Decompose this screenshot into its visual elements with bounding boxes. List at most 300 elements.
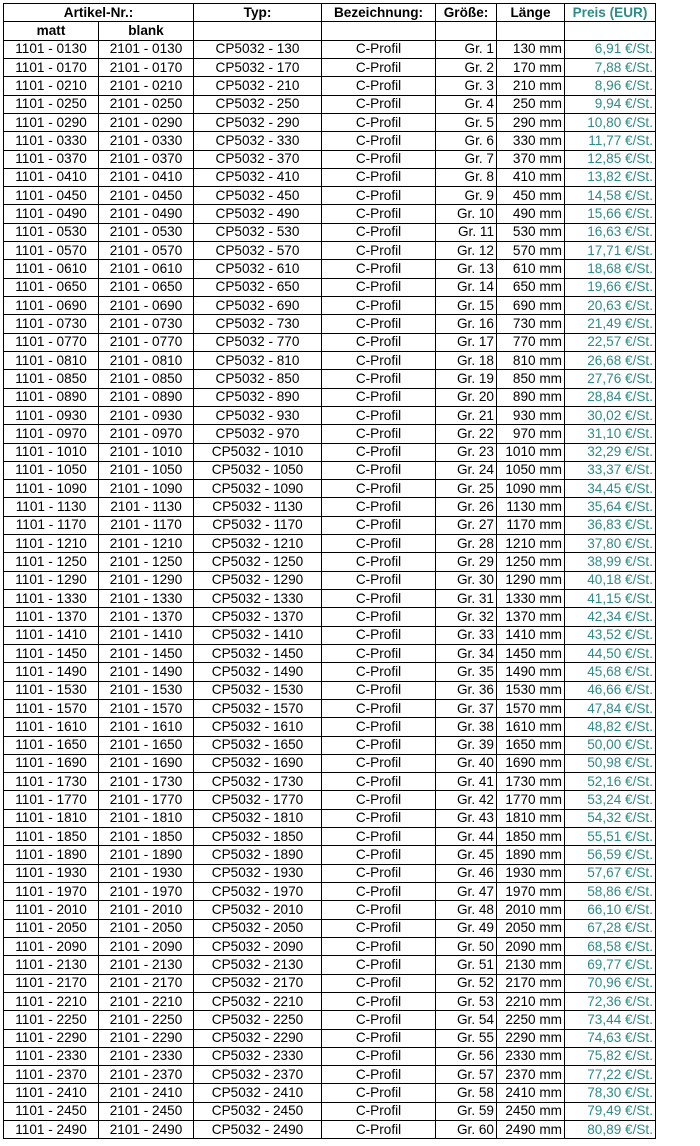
groesse-cell: Gr. 20 [436,388,497,406]
preis-cell: 52,16 €/St. [565,773,656,791]
table-row [4,571,656,589]
bezeichnung-cell: C-Profil [322,1084,436,1102]
header-groesse: Größe: [436,4,497,22]
table-row [4,901,656,919]
laenge-cell: 2490 mm [497,1121,565,1139]
typ-cell: CP5032 - 930 [194,406,322,424]
laenge-cell: 810 mm [497,351,565,369]
bezeichnung-cell: C-Profil [322,406,436,424]
preis-cell: 50,00 €/St. [565,736,656,754]
preis-cell: 31,10 €/St. [565,425,656,443]
bezeichnung-cell: C-Profil [322,425,436,443]
artikel-nr-matt-cell: 1101 - 1570 [4,699,99,717]
laenge-cell: 1970 mm [497,883,565,901]
table-row [4,754,656,772]
table-row [4,406,656,424]
artikel-nr-blank-cell: 2101 - 1050 [99,461,194,479]
header-empty-groesse [436,22,497,40]
typ-cell: CP5032 - 1490 [194,663,322,681]
bezeichnung-cell: C-Profil [322,846,436,864]
artikel-nr-matt-cell: 1101 - 1050 [4,461,99,479]
laenge-cell: 490 mm [497,205,565,223]
artikel-nr-blank-cell: 2101 - 2130 [99,956,194,974]
table-row [4,351,656,369]
bezeichnung-cell: C-Profil [322,553,436,571]
table-row [4,644,656,662]
groesse-cell: Gr. 8 [436,168,497,186]
artikel-nr-blank-cell: 2101 - 0690 [99,297,194,315]
laenge-cell: 1290 mm [497,571,565,589]
artikel-nr-blank-cell: 2101 - 0370 [99,150,194,168]
groesse-cell: Gr. 9 [436,187,497,205]
artikel-nr-blank-cell: 2101 - 2450 [99,1102,194,1120]
laenge-cell: 530 mm [497,223,565,241]
typ-cell: CP5032 - 1850 [194,828,322,846]
artikel-nr-blank-cell: 2101 - 1250 [99,553,194,571]
table-row [4,297,656,315]
artikel-nr-matt-cell: 1101 - 0810 [4,351,99,369]
artikel-nr-matt-cell: 1101 - 1450 [4,644,99,662]
preis-cell: 69,77 €/St. [565,956,656,974]
preis-cell: 13,82 €/St. [565,168,656,186]
bezeichnung-cell: C-Profil [322,58,436,76]
laenge-cell: 370 mm [497,150,565,168]
preis-cell: 36,83 €/St. [565,516,656,534]
groesse-cell: Gr. 16 [436,315,497,333]
bezeichnung-cell: C-Profil [322,1121,436,1139]
laenge-cell: 1690 mm [497,754,565,772]
laenge-cell: 2010 mm [497,901,565,919]
preis-cell: 28,84 €/St. [565,388,656,406]
preis-cell: 80,89 €/St. [565,1121,656,1139]
preis-cell: 35,64 €/St. [565,498,656,516]
preis-cell: 33,37 €/St. [565,461,656,479]
artikel-nr-matt-cell: 1101 - 1490 [4,663,99,681]
preis-cell: 53,24 €/St. [565,791,656,809]
groesse-cell: Gr. 26 [436,498,497,516]
artikel-nr-matt-cell: 1101 - 1330 [4,590,99,608]
bezeichnung-cell: C-Profil [322,1102,436,1120]
groesse-cell: Gr. 4 [436,95,497,113]
preis-cell: 37,80 €/St. [565,535,656,553]
bezeichnung-cell: C-Profil [322,590,436,608]
groesse-cell: Gr. 21 [436,406,497,424]
preis-cell: 44,50 €/St. [565,644,656,662]
artikel-nr-matt-cell: 1101 - 0330 [4,132,99,150]
table-row [4,864,656,882]
groesse-cell: Gr. 59 [436,1102,497,1120]
artikel-nr-blank-cell: 2101 - 0770 [99,333,194,351]
groesse-cell: Gr. 22 [436,425,497,443]
typ-cell: CP5032 - 250 [194,95,322,113]
artikel-nr-matt-cell: 1101 - 1130 [4,498,99,516]
artikel-nr-matt-cell: 1101 - 1370 [4,608,99,626]
table-row [4,516,656,534]
table-row [4,773,656,791]
preis-cell: 41,15 €/St. [565,590,656,608]
table-row [4,681,656,699]
bezeichnung-cell: C-Profil [322,809,436,827]
artikel-nr-blank-cell: 2101 - 2090 [99,937,194,955]
groesse-cell: Gr. 41 [436,773,497,791]
bezeichnung-cell: C-Profil [322,242,436,260]
artikel-nr-matt-cell: 1101 - 0570 [4,242,99,260]
artikel-nr-matt-cell: 1101 - 2250 [4,1011,99,1029]
typ-cell: CP5032 - 1370 [194,608,322,626]
typ-cell: CP5032 - 1210 [194,535,322,553]
typ-cell: CP5032 - 1410 [194,626,322,644]
laenge-cell: 1810 mm [497,809,565,827]
table-row [4,553,656,571]
typ-cell: CP5032 - 730 [194,315,322,333]
artikel-nr-blank-cell: 2101 - 0290 [99,113,194,131]
artikel-nr-blank-cell: 2101 - 2370 [99,1066,194,1084]
groesse-cell: Gr. 31 [436,590,497,608]
groesse-cell: Gr. 42 [436,791,497,809]
artikel-nr-blank-cell: 2101 - 2170 [99,974,194,992]
artikel-nr-blank-cell: 2101 - 0490 [99,205,194,223]
groesse-cell: Gr. 53 [436,992,497,1010]
bezeichnung-cell: C-Profil [322,681,436,699]
price-table [3,3,656,1139]
bezeichnung-cell: C-Profil [322,297,436,315]
bezeichnung-cell: C-Profil [322,351,436,369]
typ-cell: CP5032 - 1650 [194,736,322,754]
laenge-cell: 1850 mm [497,828,565,846]
laenge-cell: 330 mm [497,132,565,150]
table-row [4,956,656,974]
typ-cell: CP5032 - 2370 [194,1066,322,1084]
artikel-nr-blank-cell: 2101 - 1730 [99,773,194,791]
groesse-cell: Gr. 37 [436,699,497,717]
header-bezeichnung: Bezeichnung: [322,4,436,22]
laenge-cell: 2330 mm [497,1047,565,1065]
groesse-cell: Gr. 60 [436,1121,497,1139]
groesse-cell: Gr. 54 [436,1011,497,1029]
laenge-cell: 2410 mm [497,1084,565,1102]
preis-cell: 67,28 €/St. [565,919,656,937]
bezeichnung-cell: C-Profil [322,187,436,205]
table-row [4,315,656,333]
artikel-nr-blank-cell: 2101 - 0450 [99,187,194,205]
header-empty-bezeichnung [322,22,436,40]
artikel-nr-matt-cell: 1101 - 0610 [4,260,99,278]
laenge-cell: 1130 mm [497,498,565,516]
preis-cell: 75,82 €/St. [565,1047,656,1065]
bezeichnung-cell: C-Profil [322,480,436,498]
groesse-cell: Gr. 11 [436,223,497,241]
table-row [4,1047,656,1065]
preis-cell: 20,63 €/St. [565,297,656,315]
laenge-cell: 650 mm [497,278,565,296]
typ-cell: CP5032 - 2490 [194,1121,322,1139]
preis-cell: 45,68 €/St. [565,663,656,681]
artikel-nr-matt-cell: 1101 - 1650 [4,736,99,754]
preis-cell: 77,22 €/St. [565,1066,656,1084]
artikel-nr-blank-cell: 2101 - 0530 [99,223,194,241]
artikel-nr-matt-cell: 1101 - 2090 [4,937,99,955]
artikel-nr-matt-cell: 1101 - 1930 [4,864,99,882]
table-row [4,1121,656,1139]
artikel-nr-blank-cell: 2101 - 1810 [99,809,194,827]
artikel-nr-blank-cell: 2101 - 1170 [99,516,194,534]
artikel-nr-blank-cell: 2101 - 1530 [99,681,194,699]
table-row [4,223,656,241]
artikel-nr-blank-cell: 2101 - 0610 [99,260,194,278]
bezeichnung-cell: C-Profil [322,205,436,223]
artikel-nr-blank-cell: 2101 - 0890 [99,388,194,406]
groesse-cell: Gr. 39 [436,736,497,754]
laenge-cell: 1650 mm [497,736,565,754]
artikel-nr-matt-cell: 1101 - 1530 [4,681,99,699]
preis-cell: 40,18 €/St. [565,571,656,589]
table-row [4,809,656,827]
typ-cell: CP5032 - 1530 [194,681,322,699]
typ-cell: CP5032 - 2210 [194,992,322,1010]
groesse-cell: Gr. 40 [436,754,497,772]
bezeichnung-cell: C-Profil [322,663,436,681]
laenge-cell: 690 mm [497,297,565,315]
groesse-cell: Gr. 43 [436,809,497,827]
artikel-nr-matt-cell: 1101 - 2450 [4,1102,99,1120]
table-row [4,992,656,1010]
groesse-cell: Gr. 19 [436,370,497,388]
typ-cell: CP5032 - 210 [194,77,322,95]
bezeichnung-cell: C-Profil [322,571,436,589]
artikel-nr-matt-cell: 1101 - 1730 [4,773,99,791]
artikel-nr-matt-cell: 1101 - 0410 [4,168,99,186]
table-row [4,498,656,516]
typ-cell: CP5032 - 170 [194,58,322,76]
groesse-cell: Gr. 32 [436,608,497,626]
table-row [4,1066,656,1084]
bezeichnung-cell: C-Profil [322,260,436,278]
typ-cell: CP5032 - 450 [194,187,322,205]
groesse-cell: Gr. 48 [436,901,497,919]
laenge-cell: 1370 mm [497,608,565,626]
preis-cell: 73,44 €/St. [565,1011,656,1029]
laenge-cell: 1570 mm [497,699,565,717]
groesse-cell: Gr. 15 [436,297,497,315]
table-row [4,974,656,992]
typ-cell: CP5032 - 1130 [194,498,322,516]
artikel-nr-matt-cell: 1101 - 2130 [4,956,99,974]
artikel-nr-matt-cell: 1101 - 1610 [4,718,99,736]
preis-cell: 46,66 €/St. [565,681,656,699]
artikel-nr-matt-cell: 1101 - 1810 [4,809,99,827]
artikel-nr-matt-cell: 1101 - 0850 [4,370,99,388]
laenge-cell: 2210 mm [497,992,565,1010]
preis-cell: 21,49 €/St. [565,315,656,333]
laenge-cell: 1730 mm [497,773,565,791]
artikel-nr-matt-cell: 1101 - 1090 [4,480,99,498]
artikel-nr-blank-cell: 2101 - 2410 [99,1084,194,1102]
preis-cell: 57,67 €/St. [565,864,656,882]
bezeichnung-cell: C-Profil [322,132,436,150]
bezeichnung-cell: C-Profil [322,828,436,846]
bezeichnung-cell: C-Profil [322,223,436,241]
bezeichnung-cell: C-Profil [322,498,436,516]
typ-cell: CP5032 - 1010 [194,443,322,461]
artikel-nr-matt-cell: 1101 - 1850 [4,828,99,846]
artikel-nr-blank-cell: 2101 - 2290 [99,1029,194,1047]
typ-cell: CP5032 - 1730 [194,773,322,791]
typ-cell: CP5032 - 1810 [194,809,322,827]
artikel-nr-blank-cell: 2101 - 1570 [99,699,194,717]
table-row [4,425,656,443]
typ-cell: CP5032 - 330 [194,132,322,150]
bezeichnung-cell: C-Profil [322,1047,436,1065]
table-row [4,150,656,168]
preis-cell: 78,30 €/St. [565,1084,656,1102]
laenge-cell: 2090 mm [497,937,565,955]
bezeichnung-cell: C-Profil [322,992,436,1010]
artikel-nr-matt-cell: 1101 - 0210 [4,77,99,95]
artikel-nr-blank-cell: 2101 - 1450 [99,644,194,662]
typ-cell: CP5032 - 1930 [194,864,322,882]
preis-cell: 15,66 €/St. [565,205,656,223]
artikel-nr-blank-cell: 2101 - 2010 [99,901,194,919]
groesse-cell: Gr. 34 [436,644,497,662]
table-row [4,1011,656,1029]
preis-cell: 14,58 €/St. [565,187,656,205]
groesse-cell: Gr. 51 [436,956,497,974]
bezeichnung-cell: C-Profil [322,773,436,791]
groesse-cell: Gr. 52 [436,974,497,992]
artikel-nr-matt-cell: 1101 - 2010 [4,901,99,919]
groesse-cell: Gr. 50 [436,937,497,955]
bezeichnung-cell: C-Profil [322,388,436,406]
bezeichnung-cell: C-Profil [322,919,436,937]
preis-cell: 58,86 €/St. [565,883,656,901]
artikel-nr-matt-cell: 1101 - 0970 [4,425,99,443]
typ-cell: CP5032 - 810 [194,351,322,369]
typ-cell: CP5032 - 1890 [194,846,322,864]
typ-cell: CP5032 - 970 [194,425,322,443]
artikel-nr-matt-cell: 1101 - 1410 [4,626,99,644]
artikel-nr-blank-cell: 2101 - 1850 [99,828,194,846]
table-row [4,480,656,498]
typ-cell: CP5032 - 770 [194,333,322,351]
laenge-cell: 930 mm [497,406,565,424]
typ-cell: CP5032 - 1170 [194,516,322,534]
artikel-nr-matt-cell: 1101 - 0250 [4,95,99,113]
table-row [4,333,656,351]
bezeichnung-cell: C-Profil [322,791,436,809]
artikel-nr-matt-cell: 1101 - 1890 [4,846,99,864]
table-row [4,846,656,864]
groesse-cell: Gr. 35 [436,663,497,681]
preis-cell: 6,91 €/St. [565,40,656,58]
artikel-nr-matt-cell: 1101 - 2290 [4,1029,99,1047]
table-row [4,718,656,736]
preis-cell: 34,45 €/St. [565,480,656,498]
groesse-cell: Gr. 14 [436,278,497,296]
table-row [4,736,656,754]
table-row [4,40,656,58]
typ-cell: CP5032 - 690 [194,297,322,315]
laenge-cell: 770 mm [497,333,565,351]
laenge-cell: 250 mm [497,95,565,113]
table-body [4,40,656,1139]
bezeichnung-cell: C-Profil [322,113,436,131]
typ-cell: CP5032 - 1450 [194,644,322,662]
table-row [4,699,656,717]
groesse-cell: Gr. 24 [436,461,497,479]
typ-cell: CP5032 - 410 [194,168,322,186]
typ-cell: CP5032 - 570 [194,242,322,260]
laenge-cell: 1770 mm [497,791,565,809]
artikel-nr-blank-cell: 2101 - 0170 [99,58,194,76]
groesse-cell: Gr. 1 [436,40,497,58]
header-matt: matt [4,22,99,40]
groesse-cell: Gr. 23 [436,443,497,461]
laenge-cell: 2290 mm [497,1029,565,1047]
preis-cell: 43,52 €/St. [565,626,656,644]
table-row [4,1084,656,1102]
preis-cell: 17,71 €/St. [565,242,656,260]
preis-cell: 79,49 €/St. [565,1102,656,1120]
header-row-2 [4,22,656,40]
laenge-cell: 1090 mm [497,480,565,498]
table-row [4,113,656,131]
artikel-nr-blank-cell: 2101 - 1970 [99,883,194,901]
bezeichnung-cell: C-Profil [322,754,436,772]
typ-cell: CP5032 - 370 [194,150,322,168]
groesse-cell: Gr. 29 [436,553,497,571]
artikel-nr-blank-cell: 2101 - 0570 [99,242,194,260]
artikel-nr-blank-cell: 2101 - 1330 [99,590,194,608]
preis-cell: 16,63 €/St. [565,223,656,241]
artikel-nr-matt-cell: 1101 - 2170 [4,974,99,992]
table-header [4,4,656,41]
bezeichnung-cell: C-Profil [322,168,436,186]
artikel-nr-matt-cell: 1101 - 0770 [4,333,99,351]
typ-cell: CP5032 - 290 [194,113,322,131]
artikel-nr-blank-cell: 2101 - 2250 [99,1011,194,1029]
preis-cell: 27,76 €/St. [565,370,656,388]
table-row [4,58,656,76]
table-row [4,937,656,955]
laenge-cell: 1330 mm [497,590,565,608]
typ-cell: CP5032 - 2290 [194,1029,322,1047]
preis-cell: 18,68 €/St. [565,260,656,278]
laenge-cell: 450 mm [497,187,565,205]
typ-cell: CP5032 - 2250 [194,1011,322,1029]
typ-cell: CP5032 - 610 [194,260,322,278]
artikel-nr-blank-cell: 2101 - 1890 [99,846,194,864]
typ-cell: CP5032 - 890 [194,388,322,406]
laenge-cell: 1170 mm [497,516,565,534]
laenge-cell: 1450 mm [497,644,565,662]
header-row-1 [4,4,656,22]
table-row [4,168,656,186]
groesse-cell: Gr. 10 [436,205,497,223]
artikel-nr-blank-cell: 2101 - 1370 [99,608,194,626]
groesse-cell: Gr. 45 [436,846,497,864]
table-row [4,461,656,479]
typ-cell: CP5032 - 1050 [194,461,322,479]
laenge-cell: 2250 mm [497,1011,565,1029]
bezeichnung-cell: C-Profil [322,901,436,919]
laenge-cell: 1930 mm [497,864,565,882]
laenge-cell: 1530 mm [497,681,565,699]
groesse-cell: Gr. 25 [436,480,497,498]
laenge-cell: 610 mm [497,260,565,278]
groesse-cell: Gr. 2 [436,58,497,76]
artikel-nr-matt-cell: 1101 - 1210 [4,535,99,553]
typ-cell: CP5032 - 1690 [194,754,322,772]
